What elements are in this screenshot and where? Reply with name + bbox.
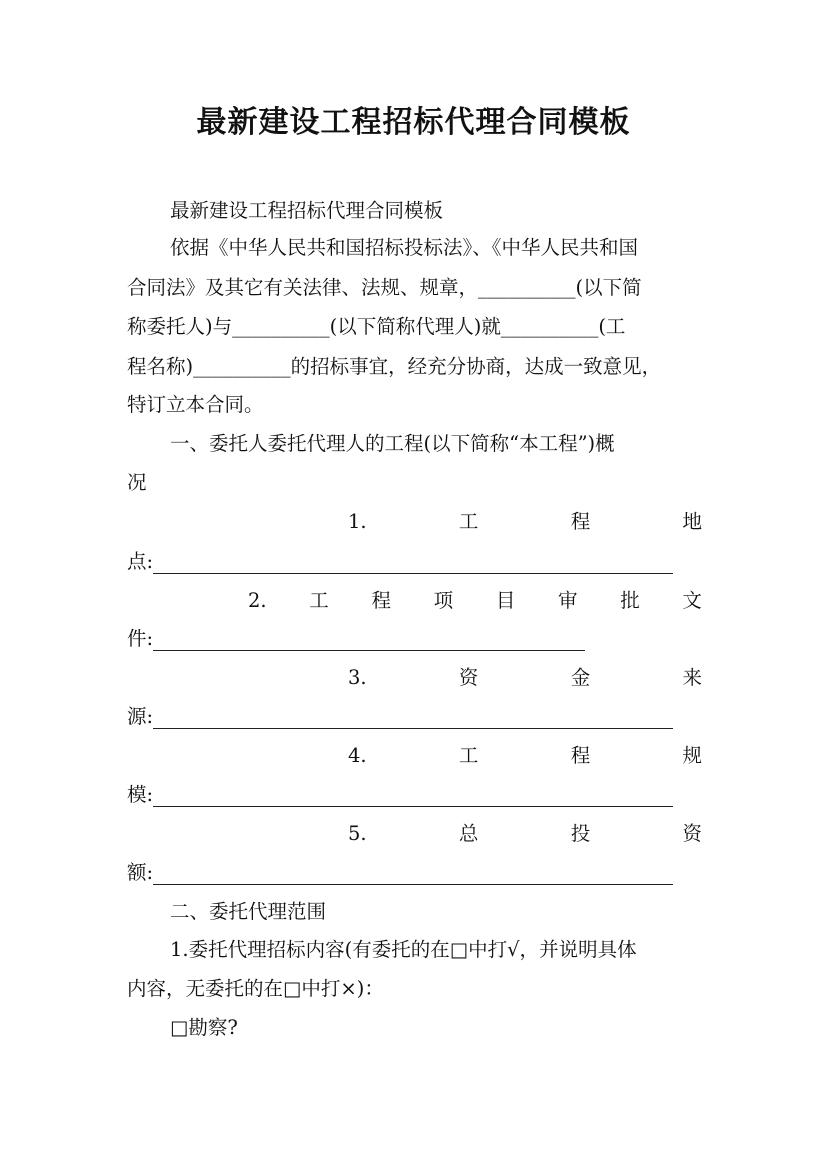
item-3-label: 3. 资 金 来 — [348, 666, 702, 689]
section1-heading-cont: 况 — [127, 471, 147, 494]
section2-heading: 二、委托代理范围 — [170, 900, 327, 923]
blank-line — [153, 632, 585, 651]
blank-line — [153, 710, 673, 729]
section2-para-1: 1.委托代理招标内容(有委托的在□中打√，并说明具体 — [170, 938, 637, 961]
item-5-field: 额: — [127, 861, 702, 885]
intro-line-1: 依据《中华人民共和国招标投标法》、《中华人民共和国 — [170, 236, 639, 259]
blank-line — [153, 788, 673, 807]
item-4-field: 模: — [127, 783, 702, 807]
intro-line-3: 称委托人)与__________(以下简称代理人)就__________(工 — [127, 315, 626, 338]
checkbox-item-survey: □勘察? — [170, 1016, 238, 1039]
intro-line-2: 合同法》及其它有关法律、法规、规章，__________(以下简 — [127, 276, 642, 299]
item-2-label: 2. 工 程 项 目 审 批 文 — [248, 589, 702, 612]
item-2-field: 件: — [127, 627, 702, 651]
subtitle: 最新建设工程招标代理合同模板 — [170, 199, 444, 222]
section2-para-1-cont: 内容，无委托的在□中打×)： — [127, 977, 384, 1000]
blank-line — [153, 866, 673, 885]
blank-line — [153, 555, 673, 574]
item-3-field: 源: — [127, 705, 702, 729]
document-title: 最新建设工程招标代理合同模板 — [196, 105, 631, 140]
item-1-label: 1. 工 程 地 — [348, 510, 702, 533]
intro-line-4: 程名称)__________的招标事宜，经充分协商，达成一致意见， — [127, 355, 662, 378]
intro-line-5: 特订立本合同。 — [127, 393, 264, 416]
section1-heading: 一、委托人委托代理人的工程(以下简称“本工程”)概 — [170, 432, 615, 455]
item-5-label: 5. 总 投 资 — [348, 822, 702, 845]
item-1-field: 点: — [127, 550, 702, 574]
item-4-label: 4. 工 程 规 — [348, 744, 702, 767]
